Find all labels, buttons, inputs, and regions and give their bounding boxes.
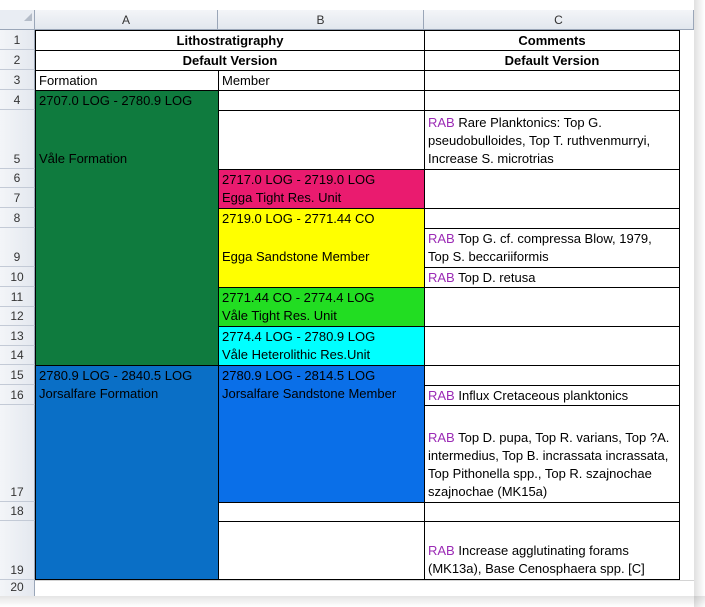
row-header-3[interactable]: 3 <box>0 70 35 90</box>
empty-cell-c3[interactable] <box>424 70 680 90</box>
row-header-12[interactable]: 12 <box>0 307 35 326</box>
member-vale-heterolithic-range: 2774.4 LOG - 2780.9 LOG <box>222 329 376 344</box>
empty-cell-c6[interactable] <box>424 169 680 208</box>
empty-cell-c8[interactable] <box>424 208 680 228</box>
member-jorsalfare-sandstone-name: Jorsalfare Sandstone Member <box>222 386 397 401</box>
comment-row-5[interactable] <box>424 110 680 169</box>
member-vale-tight[interactable] <box>218 287 424 326</box>
table-bottom-border <box>35 579 218 580</box>
empty-cell-c15[interactable] <box>424 365 680 385</box>
comment-row-19[interactable] <box>424 521 680 580</box>
comment-text: Top D. pupa, Top R. varians, Top ?A. intermedius, Top B. incrassata incrassata, Top Pithonella spp., Top R. szajnochae szajnochae (MK15a) <box>428 430 670 499</box>
row-header-6[interactable]: 6 <box>0 169 35 188</box>
comment-row-10[interactable] <box>424 267 680 287</box>
empty-cell-c18[interactable] <box>424 502 680 521</box>
row-header-14[interactable]: 14 <box>0 346 35 365</box>
empty-cell-c11[interactable] <box>424 287 680 326</box>
row-header-17[interactable]: 17 <box>0 405 35 502</box>
row-header-1[interactable]: 1 <box>0 30 35 50</box>
comment-text: Top D. retusa <box>454 270 536 285</box>
formation-jorsalfare-name: Jorsalfare Formation <box>39 386 159 401</box>
empty-cell-b19[interactable] <box>218 521 424 580</box>
rab-tag: RAB <box>428 388 455 403</box>
formation-vale-range: 2707.0 LOG - 2780.9 LOG <box>39 93 193 108</box>
formation-vale-name: Våle Formation <box>39 151 128 166</box>
column-header-c[interactable]: C <box>424 10 694 30</box>
row-header-20[interactable]: 20 <box>0 580 35 596</box>
header-default-version-b[interactable]: Default Version <box>35 50 424 70</box>
row-header-5[interactable]: 5 <box>0 110 35 169</box>
header-lithostratigraphy[interactable]: Lithostratigraphy <box>35 30 424 50</box>
column-header-b[interactable]: B <box>218 10 424 30</box>
column-header-a[interactable]: A <box>35 10 218 30</box>
member-vale-heterolithic[interactable] <box>218 326 424 365</box>
header-default-version-c[interactable]: Default Version <box>424 50 680 70</box>
member-vale-heterolithic-name: Våle Heterolithic Res.Unit <box>222 347 371 362</box>
page-shadow-right <box>694 0 705 607</box>
comment-text: Top G. cf. compressa Blow, 1979, Top S. beccariiformis <box>428 231 652 264</box>
member-jorsalfare-sandstone-range: 2780.9 LOG - 2814.5 LOG <box>222 368 376 383</box>
row-header-18[interactable]: 18 <box>0 502 35 521</box>
comment-row-16[interactable] <box>424 385 680 405</box>
empty-cell-b4[interactable] <box>218 90 424 110</box>
member-egga-sandstone-name: Egga Sandstone Member <box>222 249 370 264</box>
empty-cell-b18[interactable] <box>218 502 424 521</box>
comment-text: Increase agglutinating forams (MK13a), Base Cenosphaera spp. [C] <box>428 543 645 576</box>
row-header-11[interactable]: 11 <box>0 287 35 307</box>
member-vale-tight-range: 2771.44 CO - 2774.4 LOG <box>222 290 375 305</box>
comment-text: Rare Planktonics: Top G. pseudobulloides, Top T. ruthvenmurryi, Increase S. microtrias <box>428 115 651 166</box>
member-egga-tight[interactable] <box>218 169 424 208</box>
row-header-9[interactable]: 9 <box>0 228 35 267</box>
row-header-8[interactable]: 8 <box>0 208 35 228</box>
rab-tag: RAB <box>428 543 455 558</box>
member-egga-sandstone[interactable] <box>218 208 424 287</box>
row-header-7[interactable]: 7 <box>0 188 35 208</box>
rab-tag: RAB <box>428 115 455 130</box>
row-header-10[interactable]: 10 <box>0 267 35 287</box>
formation-vale[interactable] <box>35 90 218 365</box>
formation-jorsalfare-range: 2780.9 LOG - 2840.5 LOG <box>39 368 193 383</box>
rab-tag: RAB <box>428 430 455 445</box>
row-header-2[interactable]: 2 <box>0 50 35 70</box>
member-vale-tight-name: Våle Tight Res. Unit <box>222 308 337 323</box>
member-egga-tight-range: 2717.0 LOG - 2719.0 LOG <box>222 172 376 187</box>
empty-cell-c4[interactable] <box>424 90 680 110</box>
comment-row-9[interactable] <box>424 228 680 267</box>
member-egga-sandstone-range: 2719.0 LOG - 2771.44 CO <box>222 211 375 226</box>
member-jorsalfare-sandstone[interactable] <box>218 365 424 502</box>
rab-tag: RAB <box>428 270 455 285</box>
select-all-triangle-icon <box>24 13 32 21</box>
comment-row-17[interactable] <box>424 405 680 502</box>
rab-tag: RAB <box>428 231 455 246</box>
grid-area <box>35 580 694 596</box>
header-member[interactable]: Member <box>218 70 424 90</box>
row-header-13[interactable]: 13 <box>0 326 35 346</box>
page-shadow-bottom <box>0 596 705 607</box>
member-egga-tight-name: Egga Tight Res. Unit <box>222 190 342 205</box>
row-header-4[interactable]: 4 <box>0 90 35 110</box>
empty-cell-b5[interactable] <box>218 110 424 169</box>
header-comments[interactable]: Comments <box>424 30 680 50</box>
header-formation[interactable]: Formation <box>35 70 218 90</box>
comment-text: Influx Cretaceous planktonics <box>454 388 629 403</box>
formation-jorsalfare[interactable] <box>35 365 218 580</box>
empty-cell-c13[interactable] <box>424 326 680 365</box>
row-header-15[interactable]: 15 <box>0 365 35 385</box>
row-header-16[interactable]: 16 <box>0 385 35 405</box>
row-header-19[interactable]: 19 <box>0 521 35 580</box>
